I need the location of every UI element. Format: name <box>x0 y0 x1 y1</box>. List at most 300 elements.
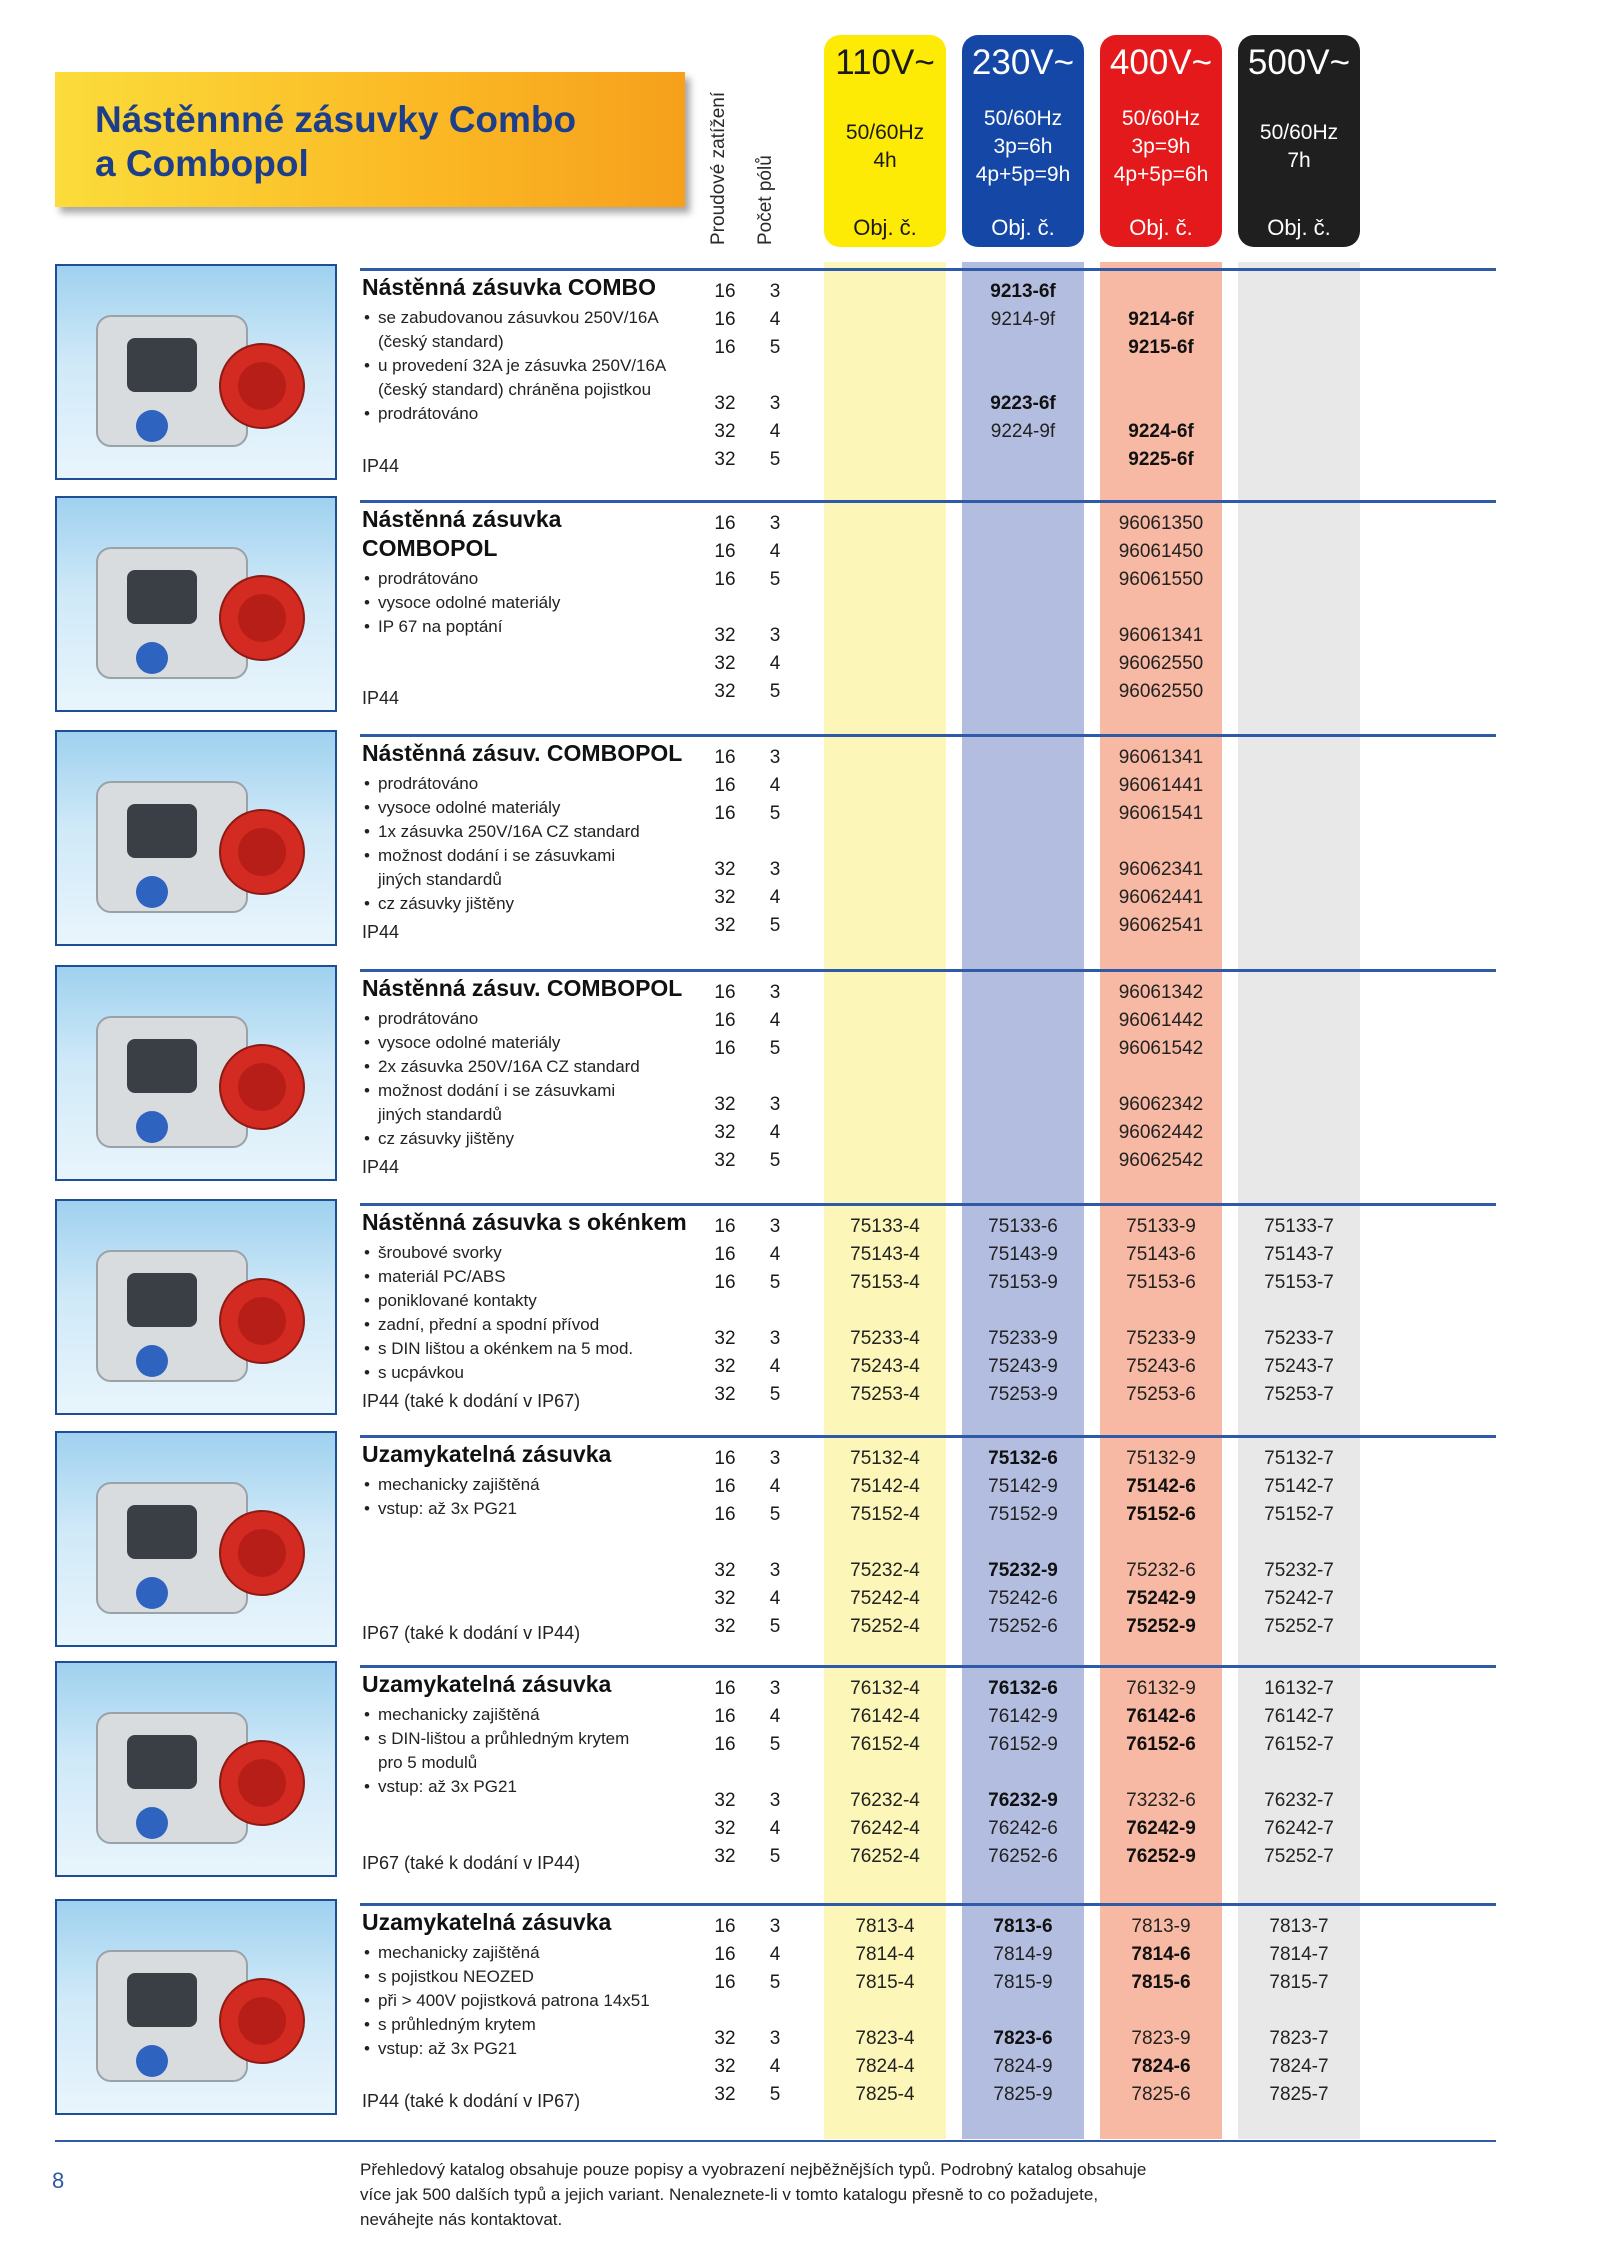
product-photo <box>55 965 337 1181</box>
current-value: 32 <box>714 681 736 702</box>
bullet-icon: • <box>364 1033 370 1052</box>
current-value: 32 <box>714 1356 736 1377</box>
title-banner <box>55 72 685 207</box>
poles-value: 5 <box>769 569 781 590</box>
feature-item <box>362 1031 640 1055</box>
footer-note-line: neváhejte nás kontaktovat. <box>360 2210 563 2229</box>
current-value: 16 <box>714 747 736 768</box>
feature-text: mechanicky zajištěná <box>378 1705 540 1724</box>
feature-item <box>362 892 640 916</box>
poles-value: 4 <box>769 421 781 442</box>
order-code: 75153-4 <box>850 1272 920 1293</box>
product-title <box>362 505 561 563</box>
poles-value: 4 <box>769 1010 781 1031</box>
current-value: 16 <box>714 309 736 330</box>
bullet-icon: • <box>364 1943 370 1962</box>
order-code: 76242-7 <box>1264 1818 1334 1839</box>
bullet-icon: • <box>364 822 370 841</box>
order-code: 96062342 <box>1118 1094 1204 1115</box>
poles-value: 5 <box>769 337 781 358</box>
bullet-icon: • <box>364 846 370 865</box>
bullet-icon: • <box>364 1991 370 2010</box>
order-code: 76252-6 <box>988 1846 1058 1867</box>
order-code: 75152-4 <box>850 1504 920 1525</box>
footer-divider <box>55 2140 1496 2142</box>
current-value: 32 <box>714 1384 736 1405</box>
order-code: 9213-6f <box>990 281 1056 302</box>
product-photo <box>55 1899 337 2115</box>
current-value: 32 <box>714 421 736 442</box>
feature-text: jiných standardů <box>378 1105 502 1124</box>
order-code: 75142-6 <box>1126 1476 1196 1497</box>
poles-value: 3 <box>769 625 781 646</box>
bullet-icon: • <box>364 1081 370 1100</box>
poles-value: 5 <box>769 803 781 824</box>
feature-list <box>362 1941 650 2061</box>
feature-text: jiných standardů <box>378 870 502 889</box>
order-code: 96061350 <box>1118 513 1204 534</box>
voltage-header-card <box>962 35 1084 247</box>
bullet-icon: • <box>364 569 370 588</box>
spec-line: 3p=9h <box>1131 135 1191 158</box>
bullet-icon: • <box>364 1729 370 1748</box>
order-number-label: Obj. č. <box>1267 215 1331 240</box>
feature-text: materiál PC/ABS <box>378 1267 506 1286</box>
feature-text: prodrátováno <box>378 569 479 588</box>
current-value: 16 <box>714 541 736 562</box>
order-code: 96061450 <box>1118 541 1204 562</box>
order-code: 75252-7 <box>1264 1846 1334 1867</box>
bullet-icon: • <box>364 593 370 612</box>
poles-value: 3 <box>769 982 781 1003</box>
feature-text: možnost dodání i se zásuvkami <box>378 846 616 865</box>
order-code: 7814-6 <box>1131 1944 1191 1965</box>
feature-item <box>362 306 666 330</box>
feature-item <box>362 567 560 591</box>
product-photo <box>55 1199 337 1415</box>
feature-text: při > 400V pojistková patrona 14x51 <box>378 1991 650 2010</box>
order-code: 75142-4 <box>850 1476 920 1497</box>
spec-line: 7h <box>1287 149 1311 172</box>
order-code: 7813-9 <box>1131 1916 1191 1937</box>
product-title-line: Nástěnná zásuv. COMBOPOL <box>362 740 683 766</box>
feature-text: u provedení 32A je zásuvka 250V/16A <box>378 356 667 375</box>
feature-text: pro 5 modulů <box>378 1753 478 1772</box>
feature-list <box>362 567 560 639</box>
bullet-icon: • <box>364 356 370 375</box>
voltage-header-card <box>1100 35 1222 247</box>
poles-value: 3 <box>769 1094 781 1115</box>
order-code: 96061550 <box>1118 569 1204 590</box>
feature-text: vysoce odolné materiály <box>378 593 561 612</box>
protection-rating: IP44 <box>362 922 400 942</box>
poles-column-header: Počet pólů <box>755 155 776 245</box>
feature-item <box>362 772 640 796</box>
bullet-icon: • <box>364 1267 370 1286</box>
current-value: 32 <box>714 1790 736 1811</box>
feature-text: s DIN-lištou a průhledným krytem <box>378 1729 630 1748</box>
poles-value: 4 <box>769 1706 781 1727</box>
product-title-line: Nástěnná zásuvka <box>362 506 562 532</box>
order-code: 75242-9 <box>1126 1588 1196 1609</box>
order-code: 73232-6 <box>1126 1790 1196 1811</box>
current-value: 32 <box>714 1818 736 1839</box>
current-value: 16 <box>714 803 736 824</box>
order-code: 75133-7 <box>1264 1216 1334 1237</box>
poles-value: 5 <box>769 1038 781 1059</box>
current-value: 16 <box>714 1734 736 1755</box>
current-value: 16 <box>714 1216 736 1237</box>
bullet-icon: • <box>364 1129 370 1148</box>
order-code: 75152-9 <box>988 1504 1058 1525</box>
feature-item <box>362 1473 540 1497</box>
current-value: 32 <box>714 1846 736 1867</box>
spec-line: 50/60Hz <box>1259 121 1339 144</box>
order-code: 75233-9 <box>1126 1328 1196 1349</box>
order-code: 96062541 <box>1118 915 1204 936</box>
poles-value: 4 <box>769 887 781 908</box>
current-value: 32 <box>714 1588 736 1609</box>
order-code: 7813-6 <box>993 1916 1053 1937</box>
order-code: 9214-6f <box>1128 309 1194 330</box>
feature-item <box>362 1361 633 1385</box>
order-code: 7824-9 <box>993 2056 1053 2077</box>
feature-list <box>362 772 640 916</box>
current-value: 32 <box>714 915 736 936</box>
poles-value: 3 <box>769 1790 781 1811</box>
protection-rating: IP44 <box>362 456 400 476</box>
order-code: 7825-9 <box>993 2084 1053 2105</box>
current-value: 16 <box>714 1010 736 1031</box>
order-code: 76252-9 <box>1126 1846 1196 1867</box>
order-code: 76152-4 <box>850 1734 920 1755</box>
feature-item <box>362 591 560 615</box>
order-code: 75132-4 <box>850 1448 920 1469</box>
feature-text: (český standard) chráněna pojistkou <box>378 380 652 399</box>
order-code: 76242-9 <box>1126 1818 1196 1839</box>
order-code: 7823-7 <box>1269 2028 1329 2049</box>
feature-item <box>362 1127 640 1151</box>
current-value: 16 <box>714 1706 736 1727</box>
bullet-icon: • <box>364 404 370 423</box>
section-divider <box>360 1203 1496 1206</box>
order-code: 9223-6f <box>990 393 1056 414</box>
poles-value: 3 <box>769 513 781 534</box>
feature-text: s DIN lištou a okénkem na 5 mod. <box>378 1339 634 1358</box>
feature-text: s ucpávkou <box>378 1363 464 1382</box>
order-code: 76132-6 <box>988 1678 1058 1699</box>
order-code: 75253-6 <box>1126 1384 1196 1405</box>
order-number-label: Obj. č. <box>991 215 1055 240</box>
feature-item <box>362 354 666 378</box>
bullet-icon: • <box>364 1339 370 1358</box>
order-code: 7824-6 <box>1131 2056 1191 2077</box>
product-title <box>362 1440 611 1469</box>
poles-value: 4 <box>769 1244 781 1265</box>
poles-value: 3 <box>769 1678 781 1699</box>
poles-value: 4 <box>769 775 781 796</box>
order-code: 7814-7 <box>1269 1944 1329 1965</box>
current-value: 32 <box>714 1122 736 1143</box>
current-value: 32 <box>714 1094 736 1115</box>
frequency-spec <box>824 119 946 175</box>
feature-item <box>362 1103 640 1127</box>
product-title-line: Nástěnná zásuvka COMBO <box>362 274 656 300</box>
order-code: 7823-9 <box>1131 2028 1191 2049</box>
bullet-icon: • <box>364 2015 370 2034</box>
feature-text: s průhledným krytem <box>378 2015 536 2034</box>
order-code: 76132-4 <box>850 1678 920 1699</box>
feature-text: mechanicky zajištěná <box>378 1475 540 1494</box>
order-code: 9215-6f <box>1128 337 1194 358</box>
feature-item <box>362 1703 629 1727</box>
order-code: 76142-4 <box>850 1706 920 1727</box>
order-code: 75252-9 <box>1126 1616 1196 1637</box>
frequency-spec <box>1238 119 1360 175</box>
product-title-line: Nástěnná zásuv. COMBOPOL <box>362 975 683 1001</box>
feature-item <box>362 1965 650 1989</box>
order-code: 96062542 <box>1118 1150 1204 1171</box>
order-code: 75233-9 <box>988 1328 1058 1349</box>
poles-value: 5 <box>769 1846 781 1867</box>
current-value: 16 <box>714 1272 736 1293</box>
order-code: 75142-9 <box>988 1476 1058 1497</box>
current-value: 32 <box>714 859 736 880</box>
order-code: 75243-6 <box>1126 1356 1196 1377</box>
order-code: 76142-9 <box>988 1706 1058 1727</box>
product-title-line: Nástěnná zásuvka s okénkem <box>362 1209 687 1235</box>
current-value: 32 <box>714 393 736 414</box>
order-code: 7825-6 <box>1131 2084 1191 2105</box>
feature-item <box>362 1941 650 1965</box>
footer-note-line: více jak 500 dalších typů a jejich variant. Nenaleznete-li v tomto katalogu přesně to co požadujete, <box>360 2185 1099 2204</box>
bullet-icon: • <box>364 774 370 793</box>
order-code: 75252-7 <box>1264 1616 1334 1637</box>
bullet-icon: • <box>364 2039 370 2058</box>
order-code: 75243-9 <box>988 1356 1058 1377</box>
spec-line: 50/60Hz <box>845 121 925 144</box>
feature-item <box>362 1007 640 1031</box>
order-code: 96061341 <box>1118 747 1204 768</box>
order-code: 75242-7 <box>1264 1588 1334 1609</box>
order-code: 75132-6 <box>988 1448 1058 1469</box>
feature-list <box>362 1473 540 1521</box>
order-code: 75143-9 <box>988 1244 1058 1265</box>
order-code: 7815-9 <box>993 1972 1053 1993</box>
product-photo <box>55 730 337 946</box>
product-title-line: Uzamykatelná zásuvka <box>362 1671 612 1697</box>
voltage-label: 500V~ <box>1247 43 1351 82</box>
poles-value: 4 <box>769 2056 781 2077</box>
order-code: 96062550 <box>1118 653 1204 674</box>
voltage-label: 230V~ <box>971 43 1075 82</box>
order-code: 75233-7 <box>1264 1328 1334 1349</box>
order-code: 7814-4 <box>855 1944 915 1965</box>
current-value: 16 <box>714 775 736 796</box>
feature-text: prodrátováno <box>378 404 479 423</box>
order-code: 96062341 <box>1118 859 1204 880</box>
poles-value: 4 <box>769 541 781 562</box>
order-code: 76232-9 <box>988 1790 1058 1811</box>
product-title <box>362 1670 611 1699</box>
current-value: 32 <box>714 2028 736 2049</box>
feature-item <box>362 1727 629 1751</box>
bullet-icon: • <box>364 1009 370 1028</box>
order-code: 76142-7 <box>1264 1706 1334 1727</box>
current-value: 16 <box>714 982 736 1003</box>
feature-text: vstup: až 3x PG21 <box>378 2039 517 2058</box>
current-value: 16 <box>714 1916 736 1937</box>
feature-item <box>362 402 666 426</box>
order-code: 76152-7 <box>1264 1734 1334 1755</box>
page-title-line2: a Combopol <box>95 143 309 184</box>
current-value: 32 <box>714 2056 736 2077</box>
feature-text: vstup: až 3x PG21 <box>378 1777 517 1796</box>
poles-value: 3 <box>769 1916 781 1937</box>
bullet-icon: • <box>364 1057 370 1076</box>
feature-text: vysoce odolné materiály <box>378 798 561 817</box>
current-value: 16 <box>714 1448 736 1469</box>
order-code: 76132-9 <box>1126 1678 1196 1699</box>
section-divider <box>360 734 1496 737</box>
feature-text: prodrátováno <box>378 1009 479 1028</box>
order-code: 76232-4 <box>850 1790 920 1811</box>
footer-note-line: Přehledový katalog obsahuje pouze popisy a vyobrazení nejběžnějších typů. Podrobný katalog obsahuje <box>360 2160 1147 2179</box>
current-value: 16 <box>714 1972 736 1993</box>
poles-value: 4 <box>769 1476 781 1497</box>
feature-item <box>362 796 640 820</box>
current-value: 32 <box>714 1560 736 1581</box>
page-title-line1: Nástěnnné zásuvky Combo <box>95 99 577 140</box>
poles-value: 4 <box>769 653 781 674</box>
feature-text: šroubové svorky <box>378 1243 502 1262</box>
feature-item <box>362 1751 629 1775</box>
poles-value: 3 <box>769 1328 781 1349</box>
order-code: 75242-6 <box>988 1588 1058 1609</box>
order-code: 76142-6 <box>1126 1706 1196 1727</box>
bullet-icon: • <box>364 1363 370 1382</box>
current-value: 32 <box>714 449 736 470</box>
product-title <box>362 273 656 302</box>
feature-text: s pojistkou NEOZED <box>378 1967 534 1986</box>
feature-item <box>362 1055 640 1079</box>
product-photo <box>55 1661 337 1877</box>
poles-value: 5 <box>769 1734 781 1755</box>
feature-text: 2x zásuvka 250V/16A CZ standard <box>378 1057 640 1076</box>
spec-line: 50/60Hz <box>1121 107 1201 130</box>
current-value: 32 <box>714 887 736 908</box>
current-value: 32 <box>714 1616 736 1637</box>
poles-value: 3 <box>769 747 781 768</box>
bullet-icon: • <box>364 798 370 817</box>
poles-value: 4 <box>769 1944 781 1965</box>
order-code: 75242-4 <box>850 1588 920 1609</box>
protection-rating: IP67 (také k dodání v IP44) <box>362 1853 581 1873</box>
protection-rating: IP44 <box>362 688 400 708</box>
order-code: 75143-7 <box>1264 1244 1334 1265</box>
feature-item <box>362 2037 650 2061</box>
section-divider <box>360 1435 1496 1438</box>
order-code: 7813-7 <box>1269 1916 1329 1937</box>
current-value: 16 <box>714 569 736 590</box>
feature-text: poniklované kontakty <box>378 1291 537 1310</box>
feature-text: vysoce odolné materiály <box>378 1033 561 1052</box>
protection-rating: IP44 (také k dodání v IP67) <box>362 1391 581 1411</box>
order-code: 7814-9 <box>993 1944 1053 1965</box>
product-title <box>362 739 682 768</box>
poles-value: 3 <box>769 1448 781 1469</box>
poles-value: 3 <box>769 859 781 880</box>
order-code: 96061341 <box>1118 625 1204 646</box>
feature-item <box>362 330 666 354</box>
order-code: 7815-6 <box>1131 1972 1191 1993</box>
order-code: 76242-4 <box>850 1818 920 1839</box>
order-number-label: Obj. č. <box>1129 215 1193 240</box>
poles-value: 5 <box>769 2084 781 2105</box>
protection-rating: IP44 <box>362 1157 400 1177</box>
order-code: 7825-4 <box>855 2084 915 2105</box>
feature-text: vstup: až 3x PG21 <box>378 1499 517 1518</box>
order-code: 96061442 <box>1118 1010 1204 1031</box>
bullet-icon: • <box>364 1499 370 1518</box>
order-code: 7823-4 <box>855 2028 915 2049</box>
poles-value: 5 <box>769 1616 781 1637</box>
order-code: 75133-9 <box>1126 1216 1196 1237</box>
order-code: 96062441 <box>1118 887 1204 908</box>
feature-item <box>362 1289 633 1313</box>
section-divider <box>360 1903 1496 1906</box>
order-code: 96062442 <box>1118 1122 1204 1143</box>
order-code: 75252-6 <box>988 1616 1058 1637</box>
order-code: 7824-7 <box>1269 2056 1329 2077</box>
feature-item <box>362 2013 650 2037</box>
section-divider <box>360 969 1496 972</box>
feature-item <box>362 1313 633 1337</box>
spec-line: 4p+5p=9h <box>975 163 1071 186</box>
feature-item <box>362 844 640 868</box>
feature-text: prodrátováno <box>378 774 479 793</box>
current-value: 32 <box>714 1328 736 1349</box>
current-value: 16 <box>714 1038 736 1059</box>
bullet-icon: • <box>364 894 370 913</box>
order-code: 96061342 <box>1118 982 1204 1003</box>
order-number-label: Obj. č. <box>853 215 917 240</box>
bullet-icon: • <box>364 308 370 327</box>
order-code: 75253-9 <box>988 1384 1058 1405</box>
feature-list <box>362 1007 640 1151</box>
order-code: 76152-6 <box>1126 1734 1196 1755</box>
order-code: 96061441 <box>1118 775 1204 796</box>
current-value: 16 <box>714 513 736 534</box>
current-value: 32 <box>714 625 736 646</box>
voltage-header-card <box>1238 35 1360 247</box>
order-code: 7813-4 <box>855 1916 915 1937</box>
footer-note <box>360 2157 1280 2232</box>
section-divider <box>360 268 1496 271</box>
bullet-icon: • <box>364 1705 370 1724</box>
order-code: 7815-4 <box>855 1972 915 1993</box>
order-code: 7823-6 <box>993 2028 1053 2049</box>
product-title <box>362 1208 687 1237</box>
voltage-header-card <box>824 35 946 247</box>
order-code: 96061541 <box>1118 803 1204 824</box>
feature-text: 1x zásuvka 250V/16A CZ standard <box>378 822 640 841</box>
feature-item <box>362 820 640 844</box>
order-code: 75152-6 <box>1126 1504 1196 1525</box>
spec-line: 4h <box>873 149 897 172</box>
current-value: 32 <box>714 653 736 674</box>
product-photo <box>55 1431 337 1647</box>
